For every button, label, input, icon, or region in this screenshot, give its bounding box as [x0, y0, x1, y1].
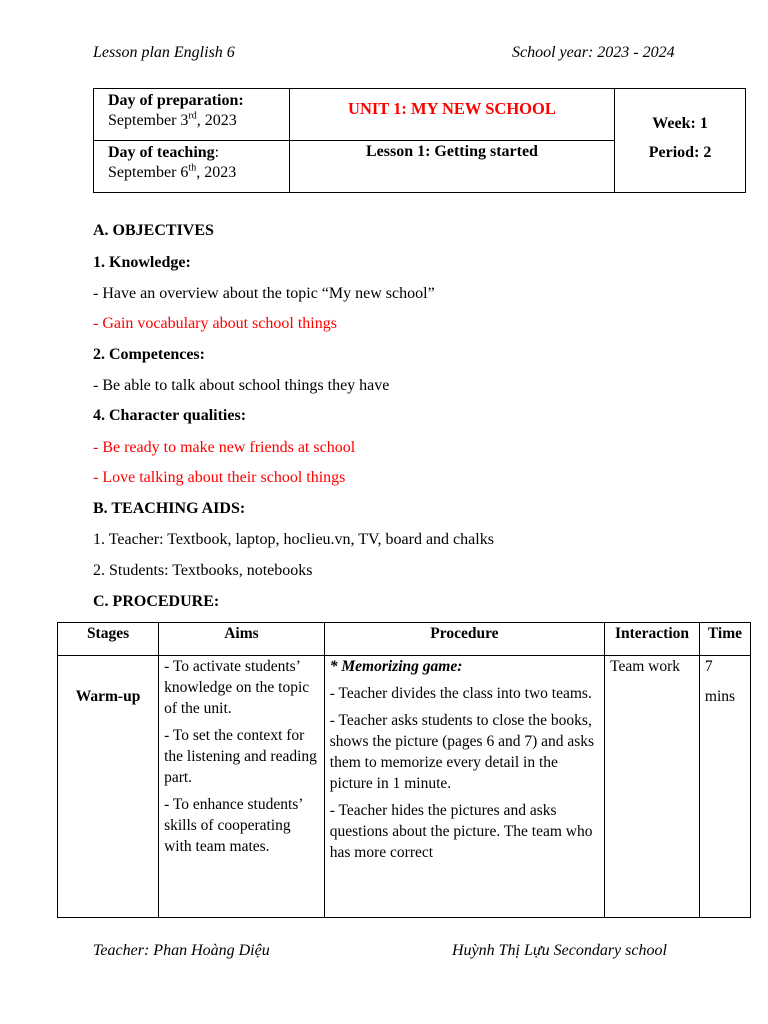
header-procedure: Procedure — [324, 623, 604, 656]
teaching-aids-item-2: 2. Students: Textbooks, notebooks — [93, 562, 313, 579]
teaching-label: Day of teaching: — [108, 144, 220, 161]
knowledge-item-1: - Have an overview about the topic “My new school” — [93, 285, 435, 302]
lesson-title: Lesson 1: Getting started — [289, 141, 614, 193]
procedure-title: * Memorizing game: — [329, 658, 463, 675]
footer-teacher: Teacher: Phan Hoàng Diệu — [93, 942, 270, 959]
procedure-heading: C. PROCEDURE: — [93, 593, 220, 610]
aim-item: - To set the context for the listening and reading part. — [164, 727, 317, 786]
header-lesson-plan: Lesson plan English 6 — [93, 44, 235, 61]
time-unit: mins — [704, 688, 736, 705]
teaching-date: September 6th, 2023 — [108, 162, 237, 181]
week-label: Week: 1 — [652, 115, 708, 132]
time-cell — [699, 656, 750, 918]
period-label: Period: 2 — [648, 144, 712, 161]
preparation-label: Day of preparation: — [108, 92, 244, 109]
character-item-1: - Be ready to make new friends at school — [93, 439, 356, 456]
interaction-cell: Team work — [605, 656, 700, 918]
knowledge-heading: 1. Knowledge: — [93, 254, 191, 271]
time-value: 7 — [704, 658, 713, 675]
header-interaction: Interaction — [605, 623, 700, 656]
preparation-date: September 3rd, 2023 — [108, 110, 237, 129]
unit-title: UNIT 1: MY NEW SCHOOL — [289, 89, 614, 141]
aim-item: - To activate students’ knowledge on the topic of the unit. — [164, 658, 310, 717]
objectives-heading: A. OBJECTIVES — [93, 222, 214, 239]
preparation-cell — [94, 89, 290, 141]
week-period-cell — [615, 89, 746, 193]
header-aims: Aims — [159, 623, 325, 656]
teaching-aids-heading: B. TEACHING AIDS: — [93, 500, 246, 517]
character-heading: 4. Character qualities: — [93, 407, 247, 424]
procedure-step: - Teacher divides the class into two teams. — [329, 685, 592, 702]
header-time: Time — [699, 623, 750, 656]
procedure-step: - Teacher asks students to close the books, shows the picture (pages 6 and 7) and asks them to memorize every detail in the picture in 1 minute. — [329, 712, 595, 792]
footer-school: Huỳnh Thị Lựu Secondary school — [452, 942, 667, 959]
competences-item-1: - Be able to talk about school things they have — [93, 377, 390, 394]
header-stages: Stages — [58, 623, 159, 656]
procedure-step: - Teacher hides the pictures and asks questions about the picture. The team who has more correct — [329, 802, 593, 861]
procedure-cell — [324, 656, 604, 918]
aim-item: - To enhance students’ skills of cooperating with team mates. — [164, 796, 303, 855]
teaching-cell — [94, 141, 290, 193]
character-item-2: - Love talking about their school things — [93, 469, 346, 486]
lesson-info-table — [93, 88, 746, 193]
knowledge-item-2: - Gain vocabulary about school things — [93, 315, 337, 332]
header-school-year: School year: 2023 - 2024 — [512, 44, 675, 61]
teaching-aids-item-1: 1. Teacher: Textbook, laptop, hoclieu.vn, TV, board and chalks — [93, 531, 494, 548]
aims-cell — [159, 656, 325, 918]
procedure-table — [57, 622, 751, 918]
competences-heading: 2. Competences: — [93, 346, 205, 363]
stage-cell: Warm-up — [58, 656, 159, 918]
